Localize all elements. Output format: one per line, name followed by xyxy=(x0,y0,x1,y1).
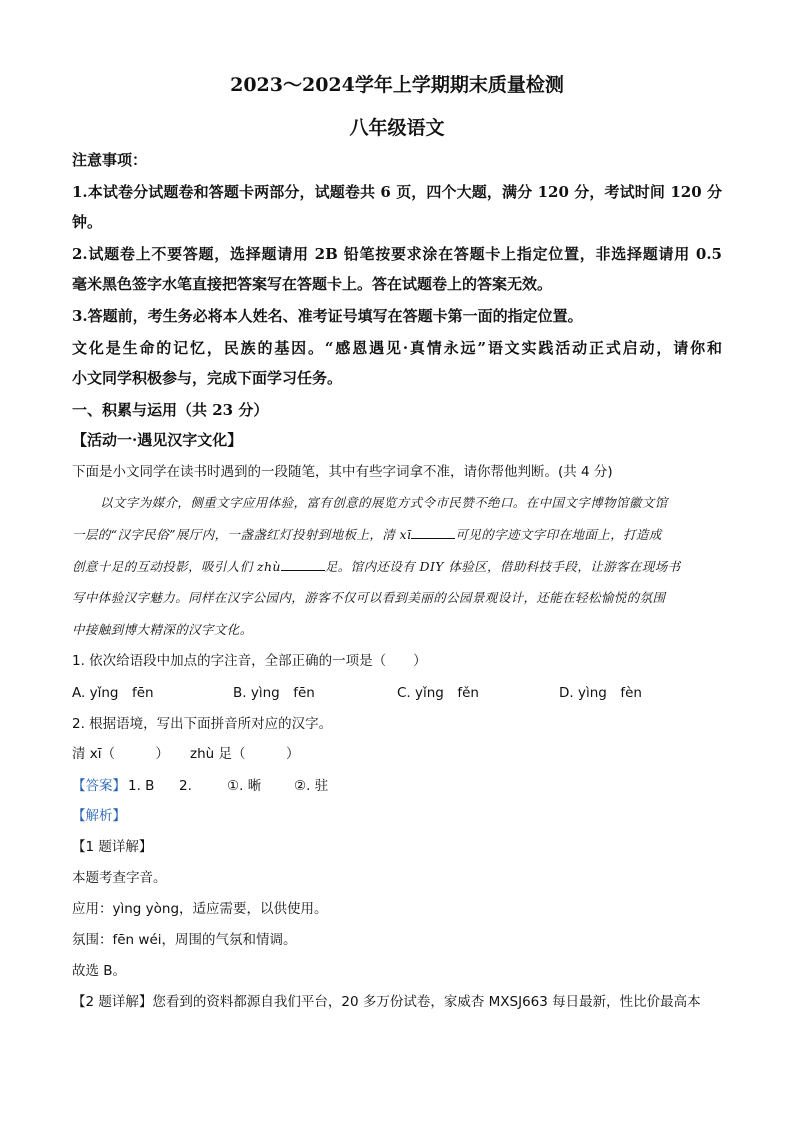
notice-item-2: 2.试题卷上不要答题，选择题请用 2B 铅笔按要求涂在答题卡上指定位置，非选择题请用 0.5 xyxy=(72,245,722,263)
detail-2-line xyxy=(72,992,722,1012)
answer-q1: 1. B xyxy=(128,778,155,794)
q1-option-a: A. yǐng fēn xyxy=(72,685,154,701)
answer-q2-number: 2. xyxy=(179,778,192,794)
detail-1-line-2: 应用：yìng yòng，适应需要，以供使用。 xyxy=(72,901,328,917)
q2-fill-xi: 清 xī（ ） xyxy=(72,746,170,762)
notice-item-2-cont: 毫米黑色签字水笔直接把答案写在答题卡上。答在试题卷上的答案无效。 xyxy=(72,275,553,293)
passage-line-3a: 创意十足的互动投影，吸引人们 zhù xyxy=(72,559,281,574)
detail-1-line-3: 氛围：fēn wéi，周围的气氛和情调。 xyxy=(72,932,297,948)
notice-item-1-cont: 钟。 xyxy=(72,213,103,231)
notice-item-3: 3.答题前，考生务必将本人姓名、准考证号填写在答题卡第一面的指定位置。 xyxy=(72,307,583,325)
answer-q2-second: ②. 驻 xyxy=(294,778,329,794)
intro-line-1: 文化是生命的记忆，民族的基因。“感恩遇见·真情永远”语文实践活动正式启动，请你和 xyxy=(72,339,722,357)
passage-line-3b: 足。馆内还设有 DIY 体验区，借助科技手段，让游客在现场书 xyxy=(324,559,681,574)
section-heading: 一、积累与运用（共 23 分） xyxy=(72,401,269,419)
passage-line-3 xyxy=(72,557,722,577)
notice-heading: 注意事项： xyxy=(72,151,148,169)
exam-title: 2023～2024学年上学期期末质量检测 xyxy=(230,74,564,96)
passage-line-5: 中接触到博大精深的汉字文化。 xyxy=(72,622,253,637)
detail-1-line-4: 故选 B。 xyxy=(72,963,127,979)
notice-item-1: 1.本试卷分试题卷和答题卡两部分，试题卷共 6 页，四个大题，满分 120 分，考试时间 120 分 xyxy=(72,183,722,201)
activity-heading: 【活动一·遇见汉字文化】 xyxy=(72,431,243,449)
answer-label: 【答案】 xyxy=(72,778,126,794)
detail-2-text: 您看到的资料都源自我们平台，20 多万份试卷，家威杏 MXSJ663 每日最新，性比价最高本 xyxy=(152,994,701,1010)
detail-2-heading: 【2 题详解】 xyxy=(72,994,153,1010)
q1-stem: 1. 依次给语段中加点的字注音，全部正确的一项是（ ） xyxy=(72,653,427,669)
passage-line-2a: 一层的“汉字民俗”展厅内，一盏盏红灯投射到地板上，清 xī xyxy=(72,527,412,542)
q1-option-b: B. yìng fēn xyxy=(233,685,315,701)
passage-line-2 xyxy=(72,525,722,545)
question-prompt: 下面是小文同学在读书时遇到的一段随笔，其中有些字词拿不准，请你帮他判断。(共 4 分) xyxy=(72,464,613,480)
blank-zhu xyxy=(281,558,325,571)
blank-xi xyxy=(411,526,455,539)
answer-q2-first: ①. 晰 xyxy=(227,778,262,794)
passage-line-1: 以文字为媒介，侧重文字应用体验，富有创意的展览方式令市民赞不绝口。在中国文字博物馆徽文馆 xyxy=(100,495,668,510)
q1-option-d: D. yìng fèn xyxy=(559,685,642,701)
q2-stem: 2. 根据语境，写出下面拼音所对应的汉字。 xyxy=(72,716,333,732)
passage-line-2b: 可见的字迹文字印在地面上，打造成 xyxy=(455,527,662,542)
q2-fill-zhu: zhù 足（ ） xyxy=(190,746,300,762)
exam-subtitle: 八年级语文 xyxy=(349,117,445,139)
intro-line-2: 小文同学积极参与，完成下面学习任务。 xyxy=(72,369,343,387)
detail-1-line-1: 本题考查字音。 xyxy=(72,870,167,886)
passage-line-4: 写中体验汉字魅力。同样在汉字公园内，游客不仅可以看到美丽的公园景观设计，还能在轻松愉悦的氛围 xyxy=(72,590,666,605)
q1-option-c: C. yǐng fěn xyxy=(397,685,479,701)
circled-one-marker: ① xyxy=(227,778,240,794)
detail-1-heading: 【1 题详解】 xyxy=(72,839,153,855)
analysis-heading: 【解析】 xyxy=(72,808,126,824)
circled-two-marker: ② xyxy=(294,778,307,794)
